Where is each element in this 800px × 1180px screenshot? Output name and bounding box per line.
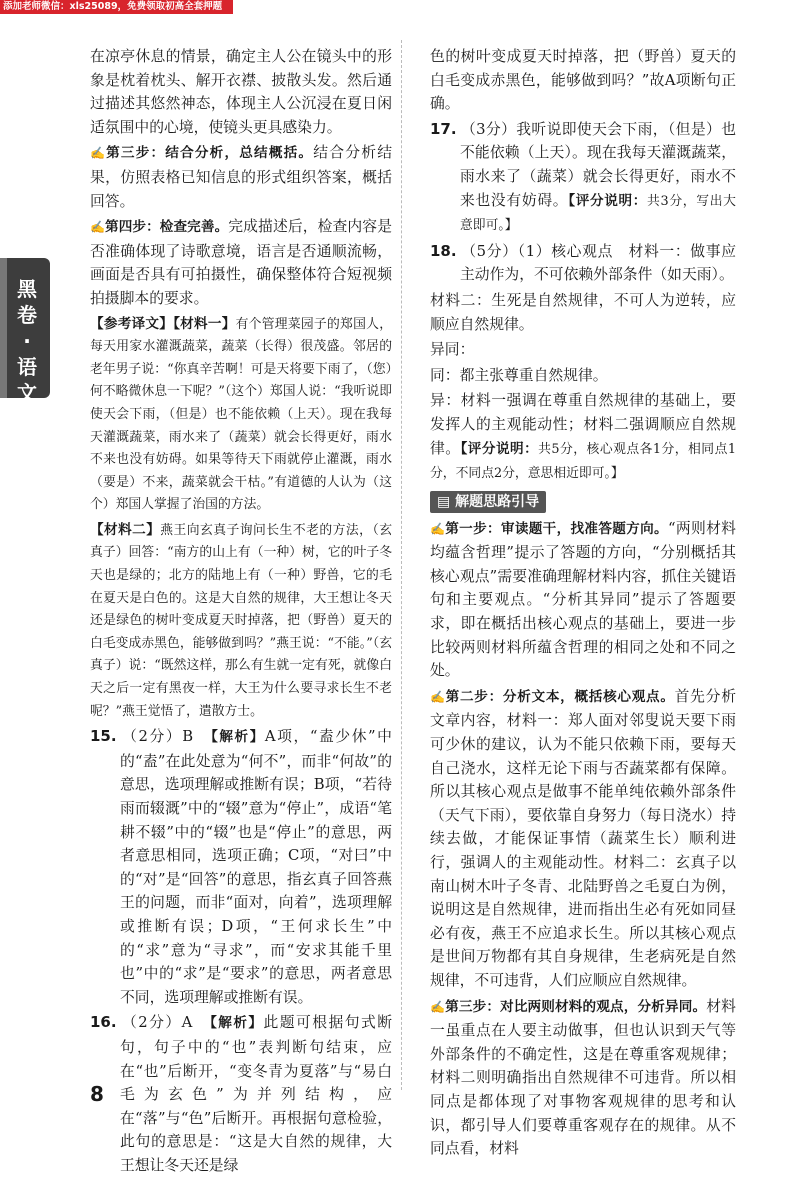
translation-body: 有个管理菜园子的郑国人，每天用家水灌溉蔬菜，蔬菜（长得）很茂盛。邻居的老年男子说：“你真辛苦啊！可是天将要下雨了，（您）何不略微休息一下呢？”（这个）郑国人说：“我听说即使天会下雨，（但是）也不能依赖（上天）。现在我每天灌溉蔬菜，雨水来了（蔬菜）就会长得更好，雨水不来也没有妨碍。如果等待天下雨就停止灌溉，雨水（要是）不来，蔬菜就会干枯。”有道德的人认为（这个）郑国人掌握了治国的方法。 [90, 316, 393, 513]
step3-body: 材料一虽重点在人要主动做事，但也认识到天气等外部条件的不确定性，这是在尊重客观规律；材料二则明确指出自然规律不可违背。所以相同点是都体现了对事物客观规律的思考和认识，都引导人们要尊重客观存在的规律。从不同点看，材料 [430, 997, 736, 1158]
side-tab-label: 黑卷·语文 [17, 277, 37, 405]
score-note-heading: 【评分说明： [460, 440, 539, 457]
step3-paragraph [430, 995, 736, 1161]
question-number: 16. [90, 1013, 117, 1032]
answer-lead: （2分）B [120, 728, 212, 746]
pencil-hand-icon: ✍ [430, 999, 446, 1014]
notes-icon: ▤ [437, 493, 456, 510]
section-badge-label: 解题思路引导 [455, 493, 540, 510]
step1-paragraph [430, 517, 736, 683]
analysis-tag: 【解析】 [211, 729, 265, 746]
step1-body: “两则材料均蕴含哲理”提示了答题的方向，“分别概括其核心观点”需要准确理解材料内容，抓住关键语句和主要观点。“分析其异同”提示了答题要求，即在概括出核心观点的基础上，要进一步比较两则材料所蕴含哲理的相同之处和不同之处。 [430, 519, 736, 680]
score-note-heading: 【评分说明： [568, 192, 648, 209]
paragraph: 在凉亭休息的情景，确定主人公在镜头中的形象是枕着枕头、解开衣襟、披散头发。然后通过描述其悠然神态，体现主人公沉浸在夏日闲适氛围中的心境，使镜头更具感染力。 [90, 48, 392, 136]
translation-1 [90, 313, 392, 517]
answer-15 [90, 725, 392, 1009]
pencil-hand-icon: ✍ [90, 146, 107, 161]
answer-body: 此题可根据句式断句，句子中的“也”表判断句结束，应在“也”后断开，“变冬青为夏落”与“易白毛为玄色”为并列结构，应在“落”与“色”后断开。再根据句意检验，此句的意思是：“这是大自然的规律，大王想让冬天还是绿 [120, 1014, 392, 1174]
right-column [430, 45, 736, 1163]
paragraph: 色的树叶变成夏天时掉落，把（野兽）夏天的白毛变成赤黑色，能够做到吗？”故A项断句正确。 [430, 48, 736, 113]
step3-paragraph [90, 141, 392, 213]
answer-body: （5分）（1）核心观点 材料一：做事应主动作为，不可依赖外部条件（如天雨）。 [460, 242, 736, 284]
difference-body: 异：材料一强调在尊重自然规律的基础上，要发挥人的主观能动性；材料二强调顺应自然规律。 [430, 392, 736, 457]
step3-heading: 第三步：结合分析，总结概括。 [106, 145, 314, 162]
side-tab [0, 258, 50, 405]
analysis-tag: 【解析】 [210, 1015, 264, 1032]
question-number: 15. [90, 727, 117, 746]
translation-heading-2: 【材料二】 [90, 521, 161, 538]
question-number: 18. [430, 241, 457, 260]
step4-body: 完成描述后，检查内容是否准确体现了诗歌意境，语言是否通顺流畅，画面是否具有可拍摄性，确保整体符合短视频拍摄脚本的要求。 [90, 218, 392, 307]
answer-lead: （2分）A [120, 1014, 211, 1032]
translation-heading: 【参考译文】【材料一】 [90, 315, 236, 332]
step2-paragraph [430, 685, 736, 993]
top-banner: 添加老师微信：xls25089，免费领取初高全套押题 [0, 0, 233, 14]
pencil-hand-icon: ✍ [430, 521, 446, 536]
answer-17 [430, 118, 736, 238]
pencil-hand-icon: ✍ [430, 689, 446, 704]
score-note-body: 共5分，核心观点各1分，相同点1分，不同点2分，意思相近即可。】 [430, 441, 736, 482]
side-tab-stripe [0, 258, 7, 398]
question-number: 17. [430, 119, 457, 138]
section-badge [430, 491, 546, 513]
step3-body: 结合分析结果，仿照表格已知信息的形式组织答案，概括回答。 [90, 144, 392, 210]
column-divider [401, 40, 402, 1090]
page-number: 8 [90, 1082, 104, 1106]
similarity-label: 异同： [430, 341, 475, 359]
left-column [90, 45, 392, 1180]
score-note-body: 共3分，写出大意即可。】 [460, 193, 736, 234]
translation-body-2: 燕王向玄真子询问长生不老的方法，（玄真子）回答：“南方的山上有（一种）树，它的叶子冬天也是绿的；北方的陆地上有（一种）野兽，它的毛在夏天是白色的。这是大自然的规律，大王想让冬天还是绿色的树叶变成夏天时掉落，把（野兽）夏天的白毛变成赤黑色，能够做到吗？”燕王说：“不能。”（玄真子）说：“既然这样，那么有生就一定有死，就像白天之后一定有黑夜一样，大王为什么要寻求长生不老呢？”燕王觉悟了，遣散方士。 [90, 522, 392, 719]
step3-heading: 第三步：对比两则材料的观点，分析异同。 [445, 998, 707, 1015]
answer-16 [90, 1011, 392, 1177]
step2-body: 首先分析文章内容，材料一：郑人面对邻叟说天要下雨可少休的建议，认为不能只依赖下雨，要每天自己浇水，这样无论下雨与否蔬菜都有保障。所以其核心观点是做事不能单纯依赖外部条件（天气下雨），要依靠自身努力（每日浇水）持续去做，才能保证事情（蔬菜生长）顺利进行，强调人的主观能动性。材料二：玄真子以南山树木叶子冬青、北陆野兽之毛夏白为例，说明这是自然规律，进而指出生必有死如同昼必有夜，燕王不应追求长生。所以其核心观点是世间万物都有其自身规律，生老病死是自然规律，不可违背，人们应顺应自然规律。 [430, 687, 736, 989]
step2-heading: 第二步：分析文本，概括核心观点。 [445, 688, 675, 705]
pencil-hand-icon: ✍ [90, 220, 106, 235]
difference [430, 389, 736, 485]
step4-heading: 第四步：检查完善。 [105, 219, 229, 236]
translation-2 [90, 519, 392, 723]
similarity: 同：都主张尊重自然规律。 [430, 366, 608, 384]
answer-body: A项，“盍少休”中的“盍”在此处意为“何不”，而非“何故”的意思，选项理解或推断有误；B项，“若待雨而辍溉”中的“辍”意为“停止”，成语“笔耕不辍”中的“辍”也是“停止”的意思，两者意思相同，选项正确；C项，“对曰”中的“对”是“回答”的意思，指玄真子回答燕王的问题，而非“面对，向着”，选项理解或推断有误；D项，“王何求长生”中的“求”意为“寻求”，而“安求其能千里也”中的“求”是“要求”的意思，两者意思不同，选项理解或推断有误。 [120, 728, 392, 1006]
answer-body: （3分）我听说即使天会下雨，（但是）也不能依赖（上天）。现在我每天灌溉蔬菜，雨水来了（蔬菜）就会长得更好，雨水不来也没有妨碍。 [460, 120, 736, 209]
answer-18 [430, 240, 736, 287]
step4-paragraph [90, 215, 392, 310]
material-2-view: 材料二：生死是自然规律，不可人为逆转，应顺应自然规律。 [430, 291, 736, 333]
step1-heading: 第一步：审读题干，找准答题方向。 [445, 520, 668, 537]
